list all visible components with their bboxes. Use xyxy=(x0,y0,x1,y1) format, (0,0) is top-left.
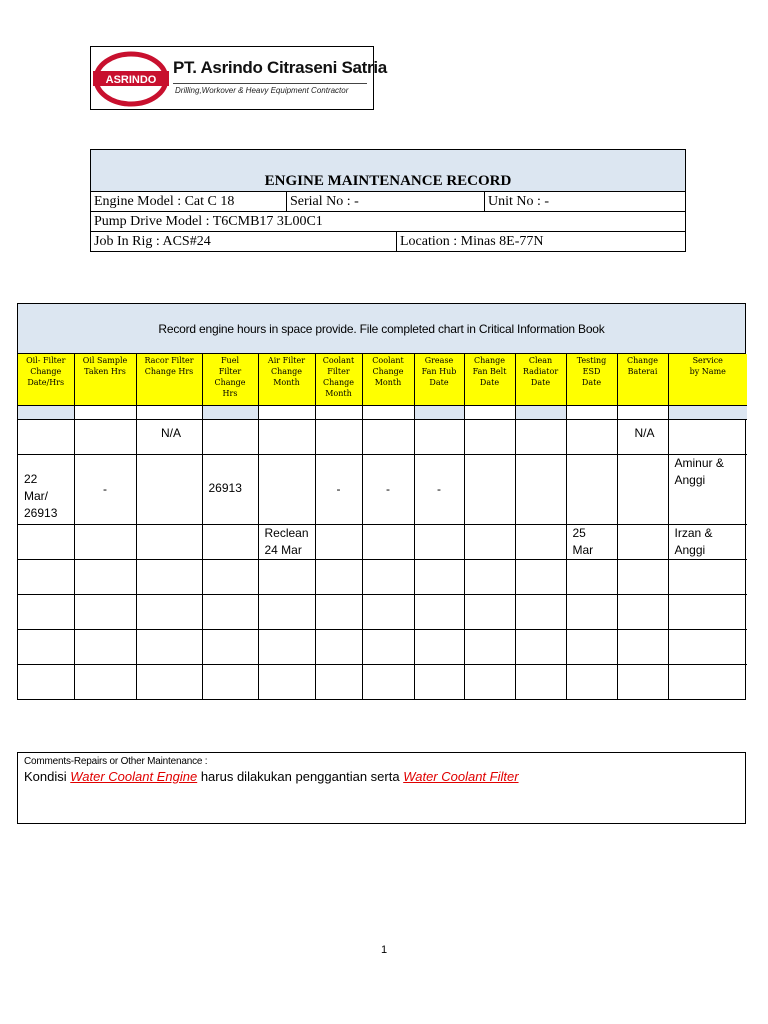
table-cell xyxy=(566,664,617,699)
maintenance-grid xyxy=(17,303,746,700)
column-header-line: Change Hrs xyxy=(144,367,194,376)
table-cell xyxy=(74,629,136,664)
company-tagline: Drilling,Workover & Heavy Equipment Contractor xyxy=(175,86,349,95)
table-cell xyxy=(464,419,515,454)
column-header-line: Fuel xyxy=(221,356,239,365)
table-cell xyxy=(202,454,258,524)
table-cell xyxy=(74,419,136,454)
spacer-cell xyxy=(464,405,515,419)
column-header-line: Month xyxy=(273,378,300,387)
table-row xyxy=(18,419,747,454)
table-cell xyxy=(414,559,464,594)
column-header-line: Change xyxy=(30,367,62,376)
column-header-line: Date xyxy=(581,378,602,387)
table-cell xyxy=(315,419,362,454)
column-header-line: Date/Hrs xyxy=(27,378,65,387)
column-header-line: Baterai xyxy=(627,367,658,376)
table-row xyxy=(18,524,747,559)
table-cell xyxy=(414,524,464,559)
spacer-cell xyxy=(617,405,668,419)
column-header xyxy=(668,354,747,405)
table-cell xyxy=(202,664,258,699)
column-header xyxy=(136,354,202,405)
cell-line: Irzan & xyxy=(674,525,713,540)
table-cell xyxy=(74,524,136,559)
table-cell xyxy=(136,594,202,629)
table-cell xyxy=(18,454,74,524)
column-header-line: Oil Sample xyxy=(82,356,128,365)
column-header xyxy=(258,354,315,405)
cell-line: - xyxy=(386,481,390,496)
table-cell xyxy=(515,629,566,664)
cell-line: Aminur & xyxy=(674,455,724,470)
spacer-cell xyxy=(74,405,136,419)
table-cell xyxy=(202,594,258,629)
column-header-line: Month xyxy=(325,389,352,398)
column-header-line: Date xyxy=(530,378,551,387)
cell-line: Mar/ xyxy=(24,488,48,503)
table-cell xyxy=(566,629,617,664)
column-header xyxy=(414,354,464,405)
cell-line: Anggi xyxy=(674,472,706,487)
header-row-job xyxy=(91,232,685,251)
column-header-line: Coolant xyxy=(322,356,355,365)
comments-text xyxy=(24,769,739,784)
table-cell xyxy=(566,419,617,454)
table-cell xyxy=(315,559,362,594)
table-row xyxy=(18,454,747,524)
cell-line: - xyxy=(103,481,107,496)
table-cell xyxy=(515,594,566,629)
column-header-line: Date xyxy=(479,378,500,387)
table-cell xyxy=(668,524,747,559)
comments-box xyxy=(17,752,746,824)
cell-line: - xyxy=(437,481,441,496)
column-header-line: Filter xyxy=(327,367,350,376)
table-cell xyxy=(464,559,515,594)
spacer-cell xyxy=(18,405,74,419)
table-cell xyxy=(202,419,258,454)
table-cell xyxy=(668,629,747,664)
column-header-line: Oil- Filter xyxy=(26,356,66,365)
column-header xyxy=(464,354,515,405)
table-cell xyxy=(362,454,414,524)
table-cell xyxy=(315,664,362,699)
spacer-cell xyxy=(414,405,464,419)
table-cell xyxy=(617,419,668,454)
table-cell xyxy=(18,664,74,699)
cell-line: 22 xyxy=(24,471,38,486)
table-cell xyxy=(74,664,136,699)
cell-line: Mar xyxy=(572,542,594,557)
job-in-rig: Job In Rig : ACS#24 xyxy=(94,234,211,249)
table-row xyxy=(18,664,747,699)
badge-text: ASRINDO xyxy=(105,74,157,86)
table-cell xyxy=(566,594,617,629)
table-cell xyxy=(136,664,202,699)
column-header-line: Coolant xyxy=(372,356,404,365)
table-cell xyxy=(464,524,515,559)
cell-line: 26913 xyxy=(24,505,58,520)
table-cell xyxy=(362,419,414,454)
table-cell xyxy=(566,454,617,524)
column-header-line: Month xyxy=(374,378,402,387)
table-cell xyxy=(18,524,74,559)
column-header-line: Fan Belt xyxy=(472,367,507,376)
cell-line: 24 Mar xyxy=(264,542,302,557)
table-cell xyxy=(18,559,74,594)
table-cell xyxy=(515,454,566,524)
table-cell xyxy=(18,629,74,664)
header-row-engine xyxy=(91,192,685,212)
table-cell xyxy=(258,419,315,454)
cell-line: N/A xyxy=(634,425,655,440)
record-header-table xyxy=(90,149,686,252)
table-cell xyxy=(617,664,668,699)
column-header-line: by Name xyxy=(689,367,726,376)
spacer-cell xyxy=(136,405,202,419)
comments-text-part: Kondisi xyxy=(24,769,71,784)
table-cell xyxy=(515,419,566,454)
table-cell xyxy=(74,594,136,629)
column-header-line: Change xyxy=(626,356,659,365)
column-header xyxy=(315,354,362,405)
spacer-cell xyxy=(315,405,362,419)
table-cell xyxy=(668,594,747,629)
column-header-line: Taken Hrs xyxy=(84,367,126,376)
column-header xyxy=(18,354,74,405)
serial-no: Serial No : - xyxy=(286,192,484,211)
table-cell xyxy=(515,559,566,594)
table-cell xyxy=(74,559,136,594)
table-cell xyxy=(414,629,464,664)
cell-line: 25 xyxy=(572,525,586,540)
column-header-line: Change xyxy=(214,378,246,387)
table-cell xyxy=(258,454,315,524)
table-cell xyxy=(258,629,315,664)
column-header-line: Change xyxy=(322,378,355,387)
column-header xyxy=(362,354,414,405)
table-cell xyxy=(202,524,258,559)
spacer-cell xyxy=(566,405,617,419)
spacer-cell xyxy=(202,405,258,419)
cell-line: N/A xyxy=(160,425,181,440)
column-header-line: ESD xyxy=(582,367,601,376)
table-cell xyxy=(414,454,464,524)
spacer-cell xyxy=(515,405,566,419)
table-cell xyxy=(617,524,668,559)
cell-line: 26913 xyxy=(208,480,242,495)
table-cell xyxy=(362,559,414,594)
table-cell xyxy=(136,524,202,559)
table-cell xyxy=(258,524,315,559)
table-cell xyxy=(464,629,515,664)
engine-model: Engine Model : Cat C 18 xyxy=(94,194,235,209)
column-header-line: Air Filter xyxy=(267,356,306,365)
table-row xyxy=(18,629,747,664)
table-cell xyxy=(362,524,414,559)
table-cell xyxy=(668,454,747,524)
table-cell xyxy=(362,594,414,629)
column-header-row xyxy=(18,354,747,405)
table-cell xyxy=(464,454,515,524)
column-header-line: Clean xyxy=(528,356,553,365)
asrindo-badge-icon xyxy=(91,47,171,109)
column-header-line: Radiator xyxy=(522,367,559,376)
column-header-line: Change xyxy=(372,367,404,376)
table-cell xyxy=(202,629,258,664)
comments-emphasis: Water Coolant Engine xyxy=(70,769,198,784)
column-header-line: Fan Hub xyxy=(421,367,457,376)
table-cell xyxy=(617,454,668,524)
column-header-line: Grease xyxy=(424,356,454,365)
table-cell xyxy=(617,594,668,629)
table-cell xyxy=(566,524,617,559)
table-cell xyxy=(668,559,747,594)
column-header-line: Change xyxy=(270,367,303,376)
table-cell xyxy=(464,664,515,699)
table-cell xyxy=(362,664,414,699)
column-header-line: Testing xyxy=(576,356,607,365)
table-row xyxy=(18,559,747,594)
comments-emphasis: Water Coolant Filter xyxy=(403,769,519,784)
table-cell xyxy=(515,664,566,699)
record-title: ENGINE MAINTENANCE RECORD xyxy=(91,150,685,192)
spacer-cell xyxy=(258,405,315,419)
table-cell xyxy=(668,664,747,699)
table-cell xyxy=(315,594,362,629)
table-cell xyxy=(18,594,74,629)
table-cell xyxy=(136,559,202,594)
table-cell xyxy=(668,419,747,454)
table-cell xyxy=(315,524,362,559)
grid-instruction: Record engine hours in space provide. File completed chart in Critical Information Book xyxy=(18,304,745,354)
spacer-cell xyxy=(362,405,414,419)
column-header xyxy=(202,354,258,405)
page-number: 1 xyxy=(380,944,388,956)
spacer-cell xyxy=(668,405,747,419)
comments-label: Comments-Repairs or Other Maintenance : xyxy=(24,756,208,767)
column-header-line: Filter xyxy=(218,367,242,376)
cell-line: Anggi xyxy=(674,542,706,557)
column-header xyxy=(515,354,566,405)
unit-no: Unit No : - xyxy=(484,192,685,211)
column-header-line: Change xyxy=(473,356,506,365)
column-header-line: Hrs xyxy=(222,389,238,398)
table-cell xyxy=(617,559,668,594)
location: Location : Minas 8E-77N xyxy=(396,232,685,251)
table-cell xyxy=(617,629,668,664)
column-header xyxy=(566,354,617,405)
table-cell xyxy=(258,664,315,699)
pump-drive-model: Pump Drive Model : T6CMB17 3L00C1 xyxy=(94,214,323,229)
table-cell xyxy=(18,419,74,454)
table-cell xyxy=(136,454,202,524)
logo-divider xyxy=(173,83,367,84)
comments-text-part: harus dilakukan penggantian serta xyxy=(197,769,404,784)
table-cell xyxy=(414,664,464,699)
table-row xyxy=(18,594,747,629)
cell-line: - xyxy=(336,481,341,496)
table-cell xyxy=(136,629,202,664)
column-header-line: Service xyxy=(692,356,723,365)
table-cell xyxy=(414,419,464,454)
cell-line: Reclean xyxy=(264,525,309,540)
column-header xyxy=(74,354,136,405)
table-cell xyxy=(362,629,414,664)
company-logo xyxy=(90,46,387,110)
table-cell xyxy=(315,629,362,664)
table-cell xyxy=(202,559,258,594)
column-header-line: Date xyxy=(429,378,449,387)
table-cell xyxy=(315,454,362,524)
table-cell xyxy=(464,594,515,629)
company-name: PT. Asrindo Citraseni Satria xyxy=(173,58,387,77)
table-cell xyxy=(515,524,566,559)
table-cell xyxy=(566,559,617,594)
spacer-row xyxy=(18,405,747,419)
column-header xyxy=(617,354,668,405)
table-cell xyxy=(136,419,202,454)
column-header-line: Racor Filter xyxy=(144,356,194,365)
table-cell xyxy=(74,454,136,524)
table-cell xyxy=(414,594,464,629)
table-cell xyxy=(258,594,315,629)
maintenance-table xyxy=(18,354,747,699)
table-cell xyxy=(258,559,315,594)
header-row-pump xyxy=(91,212,685,232)
